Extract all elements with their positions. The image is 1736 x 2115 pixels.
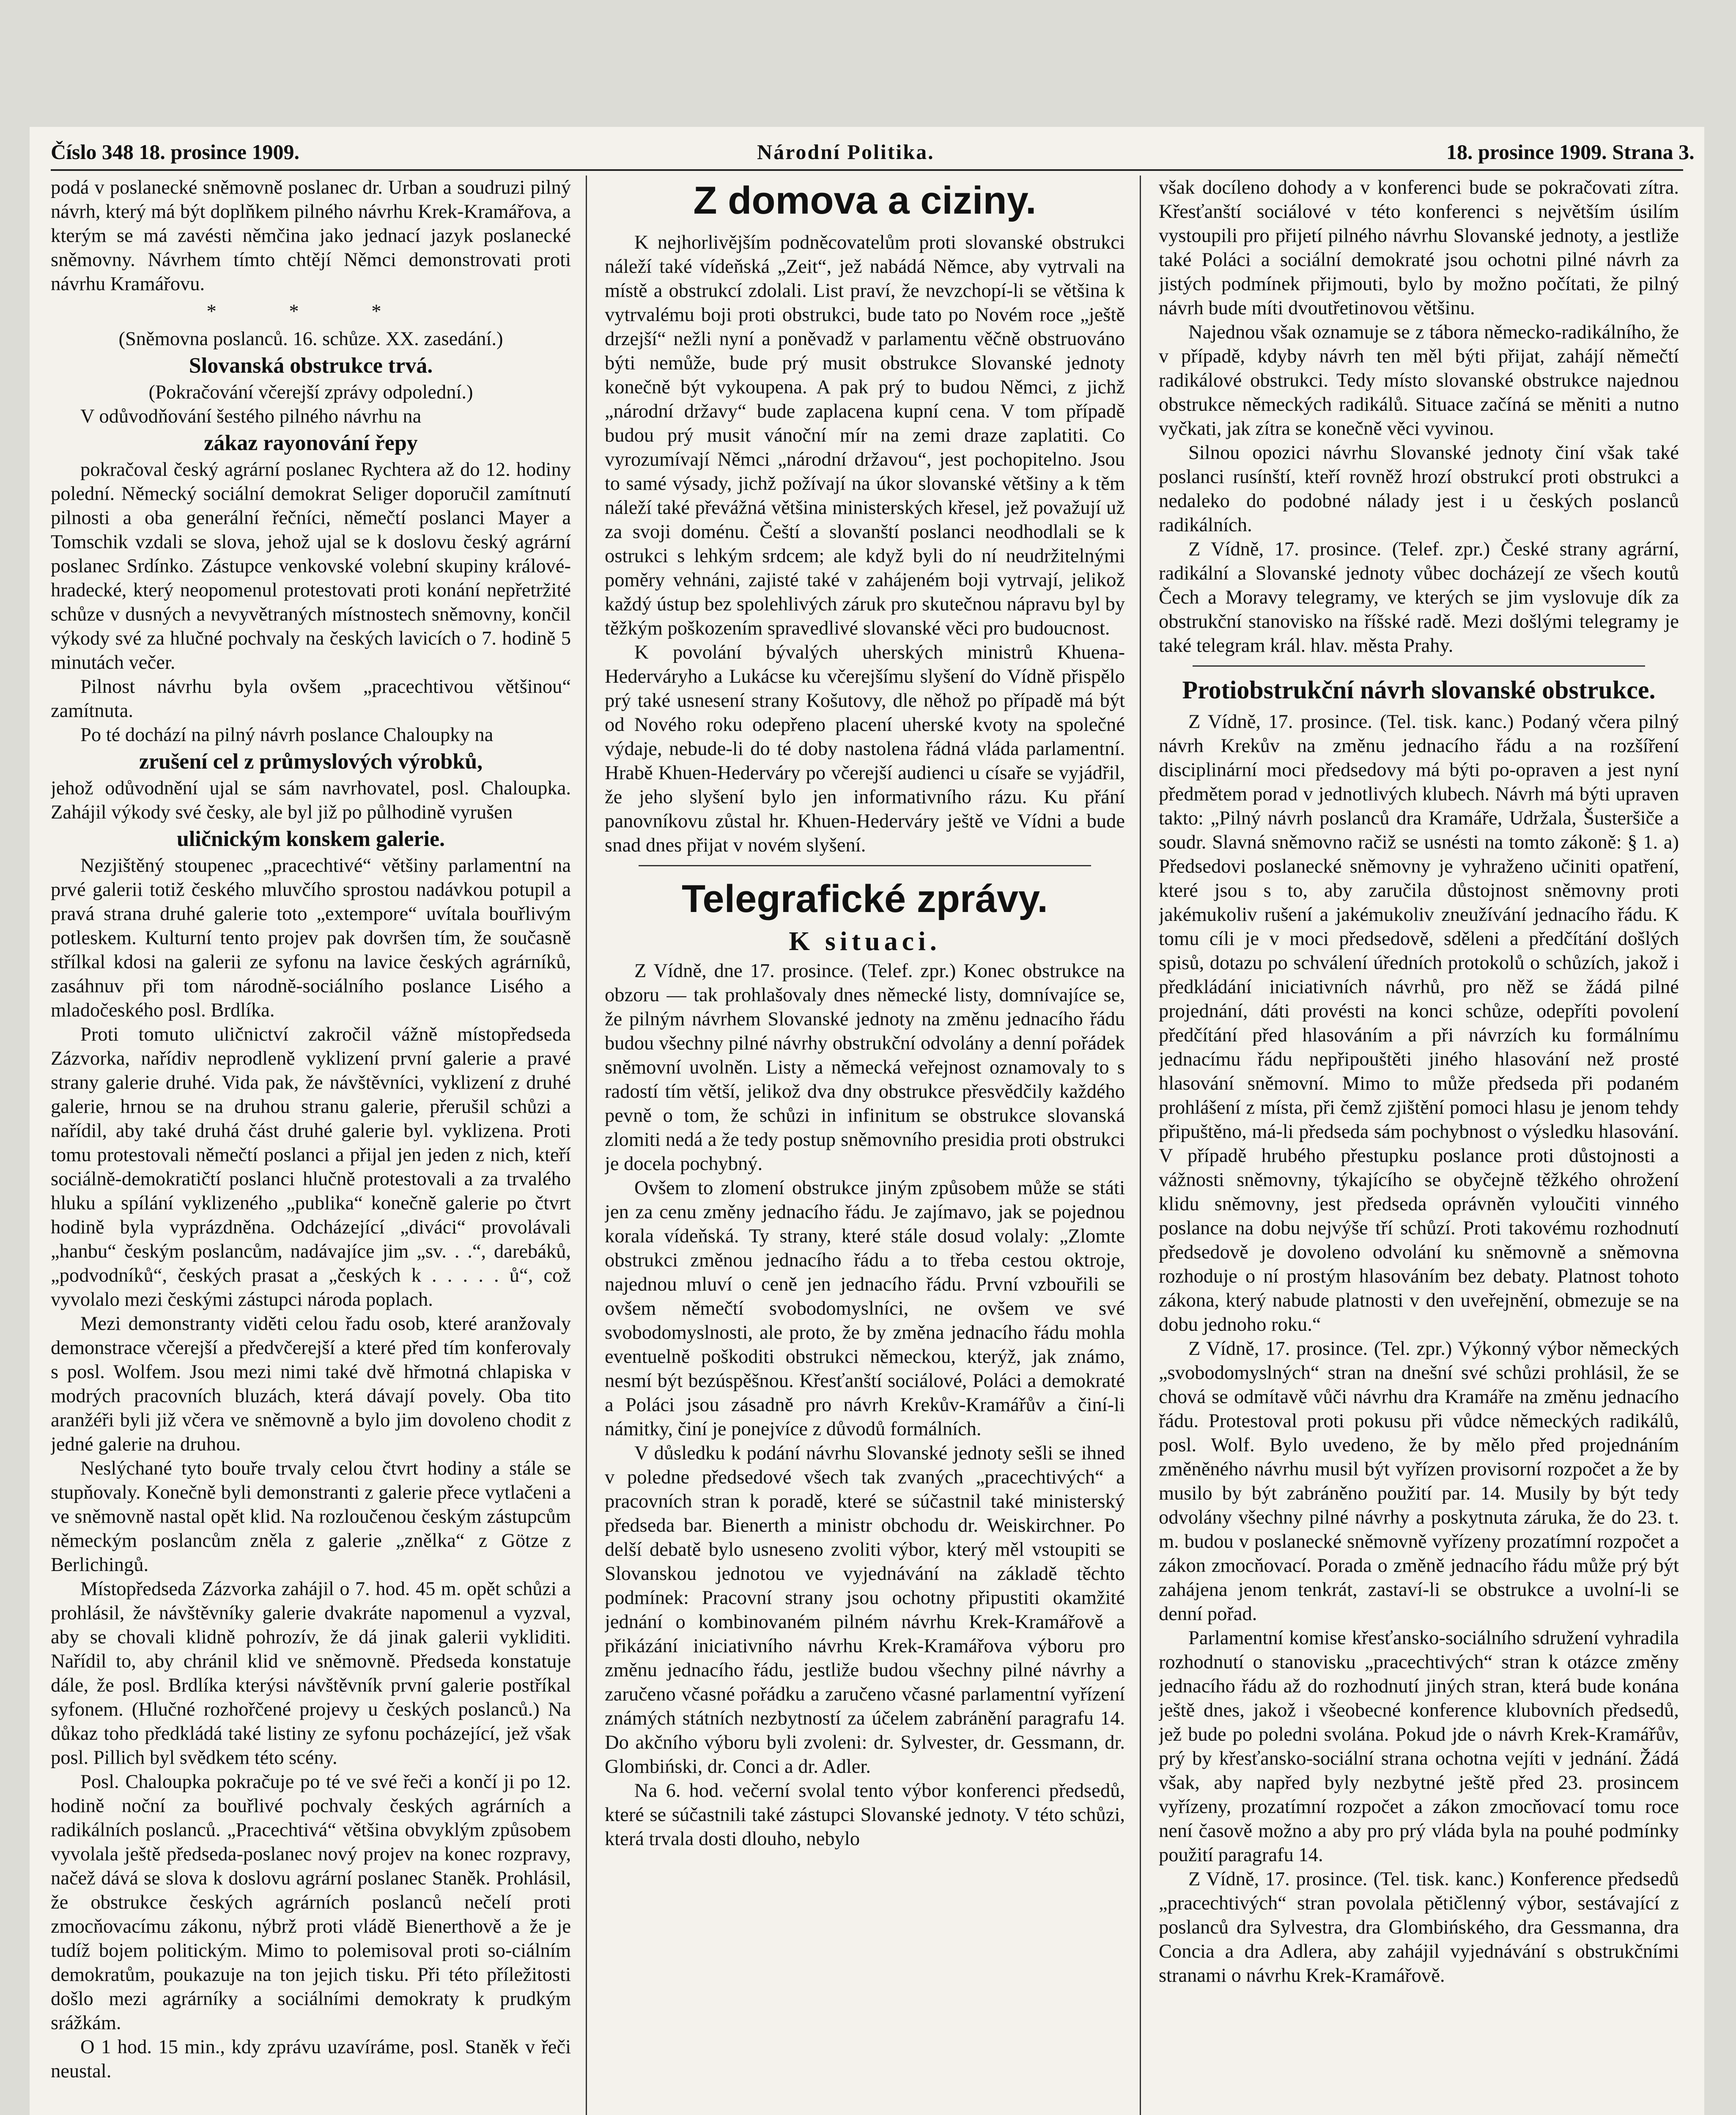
- separator-stars: * * *: [206, 301, 415, 322]
- paragraph: Na 6. hod. večerní svolal tento výbor konferenci předsedů, které se súčastnili také zástupci Slovanské jednoty. V této schůzi, která trvala dosti dlouho, nebylo: [605, 1780, 1125, 1850]
- paragraph: Pilnost návrhu byla ovšem „pracechtivou většinou“ zamítnuta.: [51, 676, 571, 722]
- section-title: Z domova a ciziny.: [693, 179, 1037, 222]
- newspaper-title: Národní Politika.: [757, 140, 935, 164]
- sub-heading: K situaci.: [789, 926, 941, 956]
- section-heading: Slovanská obstrukce trvá.: [189, 354, 433, 378]
- paragraph: Z Vídně, 17. prosince. (Tel. tisk. kanc.) Konference předsedů „pracechtivých“ stran povolala pětičlenný výbor, sestávající z poslanců dra Sylvestra, dra Glombińského, dra Gessmanna, dra Concia a dra Adlera, aby zahájil vyjednávání s obstrukčními stranami o návrhu Krek-Kramářově.: [1159, 1868, 1679, 1986]
- paragraph: V odůvodňování šestého pilného návrhu na: [80, 406, 422, 427]
- paragraph: Ovšem to zlomení obstrukce jiným způsobem může se státi jen za cenu změny jednacího řádu. Je zajímavo, jak se pojednou korala vídeňská. Ty strany, které stále dosud volaly: „Zlomte obstrukci změnou jednacího řádu a to třeba cestou oktroje, najednou mluví o ceně jen jednacího řádu. První vzbouřili se ovšem němečtí svobodomyslníci, ne ovšem ve své svobodomyslnosti, ale proto, že by změna jednacího řádu mohla eventuelně poškoditi obstrukci německou, kterýž, jak známo, nesmí být bezúspěšnou. Křesťanští sociálové, Poláci a demokraté a Poláci jsou zásadně pro návrh Krekův-Kramářův a činí-li námitky, činí je ponejvíce z důvodů formálních.: [605, 1177, 1125, 1440]
- paragraph: Mezi demonstranty viděti celou řadu osob, které aranžovaly demonstrace včerejší a předvčerejší a které před tím konferovaly s posl. Wolfem. Jsou mezi nimi také dvě hřmotná chlapiska v modrých pracovních bluzách, která dávají povely. Oba tito aranžéři byli již včera ve sněmovně a bylo jim dovoleno chodit z jedné galerie na druhou.: [51, 1313, 571, 1455]
- paragraph: O 1 hod. 15 min., kdy zprávu uzavíráme, posl. Staněk v řeči neustal.: [51, 2036, 571, 2082]
- paragraph: V důsledku k podání návrhu Slovanské jednoty sešli se ihned v poledne předsedové všech tak zvaných „pracechtivých“ a pracovních stran k poradě, které se súčastnil také ministerský předseda bar. Bienerth a ministr obchodu dr. Weiskirchner. Po delší debatě bylo usneseno zvoliti výbor, který měl vstoupiti se Slovanskou jednotou ve vyjednávání na základě těchto podmínek: Pracovní strany jsou ochotny připustiti okamžité jednání o kombinovaném pilném návrhu Krek-Kramářově a přikázání iniciativního návrhu Krek-Kramářova výboru pro změnu jednacího řádu, jestliže budou všechny pilné návrhy a zaručeno včasné pořádku a zaručeno včasné parlamentní vyřízení známých státních nezbytností za účelem zabránění paragrafu 14. Do akčního výboru byli zvoleni: dr. Sylvester, dr. Gessmann, dr. Glombiński, dr. Conci a dr. Adler.: [605, 1442, 1125, 1777]
- paragraph: Z Vídně, 17. prosince. (Tel. zpr.) Výkonný výbor německých „svobodomyslných“ stran na dnešní své schůzi prohlásil, že se chová se odmítavě vůči návrhu dra Kramáře na změnu jednacího řádu. Protestoval proti pokusu při vůdce německých radikálů, posl. Wolf. Bylo uvedeno, že by mělo před projednáním změněného návrhu musil být vyřízen provisorní rozpočet a že by musilo by být zabráněno použití par. 14. Musily by být tedy odvolány všechny pilné návrhy a poskytnuta záruka, že do 23. t. m. budou v poslanecké sněmovně vyřízeny prozatímní rozpočet a zákon zmocňovací. Porada o změně jednacího řádu může prý být zahájena jenom tenkrát, zastaví-li se obstrukce a uvolní-li se denní pořad.: [1159, 1338, 1679, 1625]
- column-divider: [586, 176, 587, 2115]
- paragraph: pokračoval český agrární poslanec Rychtera až do 12. hodiny polední. Německý sociální demokrat Seliger doporučil zamítnutí pilnosti a oba generální řečníci, němečtí poslanci Mayer a Tomschik vzdali se slova, jehož ujal se k doslovu český agrární poslanec Srdínko. Zástupce venkovské volební skupiny králové-hradecké, který neopomenul protestovati proti konání nepřetržité schůze v dusných a nevyvětraných místnostech sněmovny, končil výkody své za hlučné pochvaly na českých lavicích o 7. hodině 5 minutách večer.: [51, 459, 571, 673]
- paragraph: Najednou však oznamuje se z tábora německo-radikálního, že v případě, kdyby návrh ten měl býti přijat, zahájí němečtí radikálové obstrukci. Tedy místo slovanské obstrukce najednou obstrukce německých radikálů. Situace začíná se měniti a nutno vyčkati, jak zítra se konečně věci vyvinou.: [1159, 321, 1679, 439]
- paragraph: Nezjištěný stoupenec „pracechtivé“ většiny parlamentní na prvé galerii totiž českého mluvčího sprostou nadávkou potupil a pravá strana druhé galerie toto „extempore“ uvítala bouřlivým potleskem. Kulturní tento projev pak dovršen tím, že současně střílkal kdosi na galerii ze syfonu na lavice českých agrárníků, zasáhnuv při tom národně-sociálního poslance Lisého a mladočeského posl. Brdlíka.: [51, 855, 571, 1021]
- paragraph: Po té dochází na pilný návrh poslance Chaloupky na: [80, 724, 494, 746]
- paragraph: Z Vídně, dne 17. prosince. (Telef. zpr.) Konec obstrukce na obzoru — tak prohlašovaly dnes německé listy, domnívajíce se, že pilným návrhem Slovanské jednoty na změnu jednacího řádu budou všechny pilné návrhy obstrukční odvolány a denní pořádek sněmovní uvolněn. Listy a německá veřejnost oznamovaly to s radostí tím větší, jelikož dva dny obstrukce přesvědčily každého pevně o tom, že schůzi in infinitum se obstrukce slovanská zlomiti nedá a že tedy postup sněmovního presidia proti obstrukci je docela pochybný.: [605, 960, 1125, 1175]
- page-header: [51, 131, 1695, 169]
- column-2: [605, 176, 1125, 2115]
- newspaper-page: [30, 127, 1704, 2115]
- issue-number: Číslo 348 18. prosince 1909.: [51, 140, 299, 164]
- paragraph: (Pokračování včerejší zprávy odpolední.): [148, 382, 473, 403]
- paragraph: však docíleno dohody a v konferenci bude se pokračovati zítra. Křesťanští sociálové v této konferenci s největším úsilím vystoupili pro přijetí pilného návrhu Slovanské jednoty, a jestliže také Poláci a sociální demokraté jsou ochotni pilné návrh za jistých podmínek přijmouti, bylo by možno počítati, že pilný návrh bude míti dvoutřetinovou většinu.: [1159, 177, 1679, 319]
- section-title: Telegrafické zprávy.: [682, 877, 1048, 920]
- section-heading: zákaz rayonování řepy: [204, 431, 418, 455]
- date-and-page: 18. prosince 1909. Strana 3.: [1446, 140, 1695, 164]
- column-3: [1159, 176, 1679, 2115]
- paragraph: Z Vídně, 17. prosince. (Telef. zpr.) České strany agrární, radikální a Slovanské jednoty vůbec docházejí ze všech koutů Čech a Moravy telegramy, ve kterých se jim vyslovuje dík za obstrukční stanovisko na říšské radě. Mezi došlými telegramy je také telegram král. hlav. města Prahy.: [1159, 538, 1679, 656]
- paragraph: podá v poslanecké sněmovně poslanec dr. Urban a soudruzi pilný návrh, který má být doplňkem pilného návrhu Krek-Kramářova, a kterým se má zavésti němčina jako jednací jazyk poslanecké sněmovny. Návrhem tímto chtějí Němci demonstrovati proti návrhu Kramářovu.: [51, 177, 571, 295]
- section-heading: uličnickým konskem galerie.: [176, 827, 445, 851]
- divider: [1193, 665, 1645, 667]
- paragraph: Místopředseda Zázvorka zahájil o 7. hod. 45 m. opět schůzi a prohlásil, že návštěvníky galerie dvakráte napomenul a vyzval, aby se chovali klidně pohrozív, že dá jinak galerii vykliditi. Nařídil to, aby chránil klid ve sněmovně. Předseda konstatuje dále, že posl. Brdlíka kterýsi návštěvník první galerie postříkal syfonem. (Hlučné rozhořčené projevy u českých poslanců.) Na důkaz toho předkládá také listiny ze syfonu pocházející, jež však posl. Pillich byl svědkem této scény.: [51, 1578, 571, 1769]
- session-heading: (Sněmovna poslanců. 16. schůze. XX. zasedání.): [118, 328, 503, 350]
- header-rule: [51, 169, 1683, 171]
- paragraph: Parlamentní komise křesťansko-sociálního sdružení vyhradila rozhodnutí o stanovisku „pracechtivých“ stran k otázce změny jednacího řádu až do rozhodnutí jiných stran, která bude konána ještě dnes, jakož i všeobecné konference klubovních předsedů, jež bude po poledni svolána. Pokud jde o návrh Krek-Kramářův, prý by křesťansko-sociální strana ochotna vejíti v jednání. Žádá však, aby napřed byly nezbytné ještě před 23. prosincem vyřízeny, prozatímní rozpočet a zákon zmocňovací tomu roce není časově možno a aby pro prý vláda byla na pouhé podmínky použití paragrafu 14.: [1159, 1627, 1679, 1866]
- divider: [639, 865, 1091, 866]
- section-heading: zrušení cel z průmyslových výrobků,: [139, 750, 483, 774]
- paragraph: K povolání bývalých uherských ministrů Khuena-Hederváryho a Lukácse ku včerejšímu slyšení do Vídně přispělo prý také usnesení strany Košutovy, dle něhož po případě má být od Nového roku odepřeno placení uherské kvoty na společné výdaje, nebude-li do té doby nastolena řádná vláda parlamentní. Hrabě Khuen-Hederváry po včerejší audienci u císaře se vyjádřil, že jeho slyšení bylo jen informativního rázu. Ku přání panovníkovu zůstal hr. Khuen-Hederváry ještě ve Vídni a bude snad dnes přijat v novém slyšení.: [605, 642, 1125, 856]
- paragraph: Posl. Chaloupka pokračuje po té ve své řeči a končí ji po 12. hodině noční za bouřlivé pochvaly českých agrárních a radikálních poslanců. „Pracechtivá“ většina obvyklým způsobem vyvolala ještě předseda-poslanec nový projev na konec rozpravy, načež dává se slova k doslovu agrární poslanec Staněk. Prohlásil, že obstrukce českých agrárních poslanců nečelí proti zmocňovacímu zákonu, nýbrž proti vládě Bienerthově a že je tudíž bojem politickým. Mimo to polemisoval proti so-ciálním demokratům, poukazuje na ton jejich tisku. Při této příležitosti došlo mezi agrárníky a sociálními demokraty k prudkým srážkám.: [51, 1771, 571, 2034]
- column-divider: [1140, 176, 1141, 2115]
- paragraph: Proti tomuto uličnictví zakročil vážně místopředseda Zázvorka, nařídiv neprodleně vyklizení první galerie a pravé strany galerie druhé. Vida pak, že návštěvníci, vyklizení z druhé galerie, hrnou se na druhou stranu galerie, přerušil schůzi a nařídil, aby také druhá část druhé galerie byl. vyklizena. Proti tomu protestovali němečtí poslanci a přijal jen jeden z nich, kteří sociálně-demokratičtí poslanci hlučně protestovali a za trvalého hluku a spílání vyklizeného „publika“ konečně galerie po čtvrt hodině byla vyprázdněna. Odcházející „diváci“ provolávali „hanbu“ českým poslancům, nadávajíce jim „sv. . .“, darebáků, „podvodníků“, českých prasat a „českých k . . . . . ů“, což vyvolalo mezi českými zástupci národa poplach.: [51, 1024, 571, 1310]
- section-heading: Protiobstrukční návrh slovanské obstrukce.: [1182, 676, 1656, 704]
- paragraph: Neslýchané tyto bouře trvaly celou čtvrt hodiny a stále se stupňovaly. Konečně byli demonstranti z galerie přece vytlačeni a ve sněmovně nastal opět klid. Na rozloučenou českým zástupcům německým poslancům zněla z galerie „znělka“ z Götze z Berlichingů.: [51, 1458, 571, 1576]
- paragraph: Silnou opozici návrhu Slovanské jednoty činí však také poslanci rusínští, kteří rovněž hrozí obstrukcí proti obstrukci a nedaleko do podobné nálady jest i u českých poslanců radikálních.: [1159, 442, 1679, 536]
- paragraph: Z Vídně, 17. prosince. (Tel. tisk. kanc.) Podaný včera pilný návrh Krekův na změnu jednacího řádu a na rozšíření disciplinární moci předsedovy má býti po-opraven a jest nyní předmětem porad v jednotlivých klubech. Návrh má býti upraven takto: „Pilný návrh poslanců dra Kramáře, Udržala, Šusteršiče a soudr. Slavná sněmovno račiž se usnésti na tomto zákoně: § 1. a) Předsedovi poslanecké sněmovny je vyhraženo učiniti opatření, které jsou s to, aby zaručila důstojnost sněmovny proti jakémukoliv rušení a jakémukoliv zneužívání jednacího řádu. K tomu cíli je v moci předsedově, sděleni a předčítání došlých spisů, dotazu po schválení úředních protokolů o schůzích, jakož i předkládání iniciativních návrhů, pro něž se žádá pilné projednání, dáti provésti na konci schůze, odepříti povolení předčítání před hlasováním a při návrzích ku formálnímu jednacímu řádu nepřipouštěti jiného hlasování než prosté hlasování sněmovní. Mimo to může předseda při podaném prohlášení z místa, při čemž zjištění pomoci hlasu je jenom tehdy připuštěno, má-li předseda sám pochybnost o výsledku hlasování. V případě hrubého přestupku poslance proti důstojnosti a vážnosti sněmovny, týkajícího se obyčejně těžkého ohrožení klidu sněmovny, jest předseda oprávněn vyloučiti vinného poslance na dobu nejvýše tří schůzí. Proti takovému rozhodnutí předsedově je dovoleno odvolání ku sněmovně a sněmovna rozhoduje o ní prostým hlasováním bez debaty. Platnost tohoto zákona, který nabude platnosti v den uveřejnění, obmezuje se na dobu jednoho roku.“: [1159, 711, 1679, 1335]
- paragraph: jehož odůvodnění ujal se sám navrhovatel, posl. Chaloupka. Zahájil výkody své česky, ale byl již po půlhodině vyrušen: [51, 777, 571, 823]
- paragraph: K nejhorlivějším podněcovatelům proti slovanské obstrukci náleží také vídeňská „Zeit“, jež nabádá Němce, aby vytrvali na místě a obstrukcí zdolali. List praví, že nevzchopí-li se většina k vytrvalému boji proti obstrukci, bude tato po Novém roce „ještě drzejší“ nežli nyní a poněvadž v parlamentu věčně obstruováno býti nemůže, bude prý musit obstrukce Slovanské jednoty konečně být vykoupena. A pak prý to budou Němci, z jichž „národní državy“ bude zaplacena kupní cena. V tom případě budou prý musit vánoční mír na zemi draze zaplatiti. Co vyrozumívají Němci „národní državou“, jest pochopitelno. Jsou to samé výsady, jichž požívají na úkor slovanské většiny a k těm náleží také převážná většina ministerských křesel, jež považují už za svoji doménu. Čeští a slovanští poslanci neodhodlali se k ostrukci s lehkým srdcem; ale když byli do ní neudržitelnými poměry vehnáni, zajisté také v zahájeném boji vytrvají, jelikož každý ústup bez spolehlivých záruk pro skutečnou nápravu byl by těžkým poškozením spravedlivé slovanské věci pro budoucnost.: [605, 232, 1125, 639]
- column-1: [51, 176, 571, 2115]
